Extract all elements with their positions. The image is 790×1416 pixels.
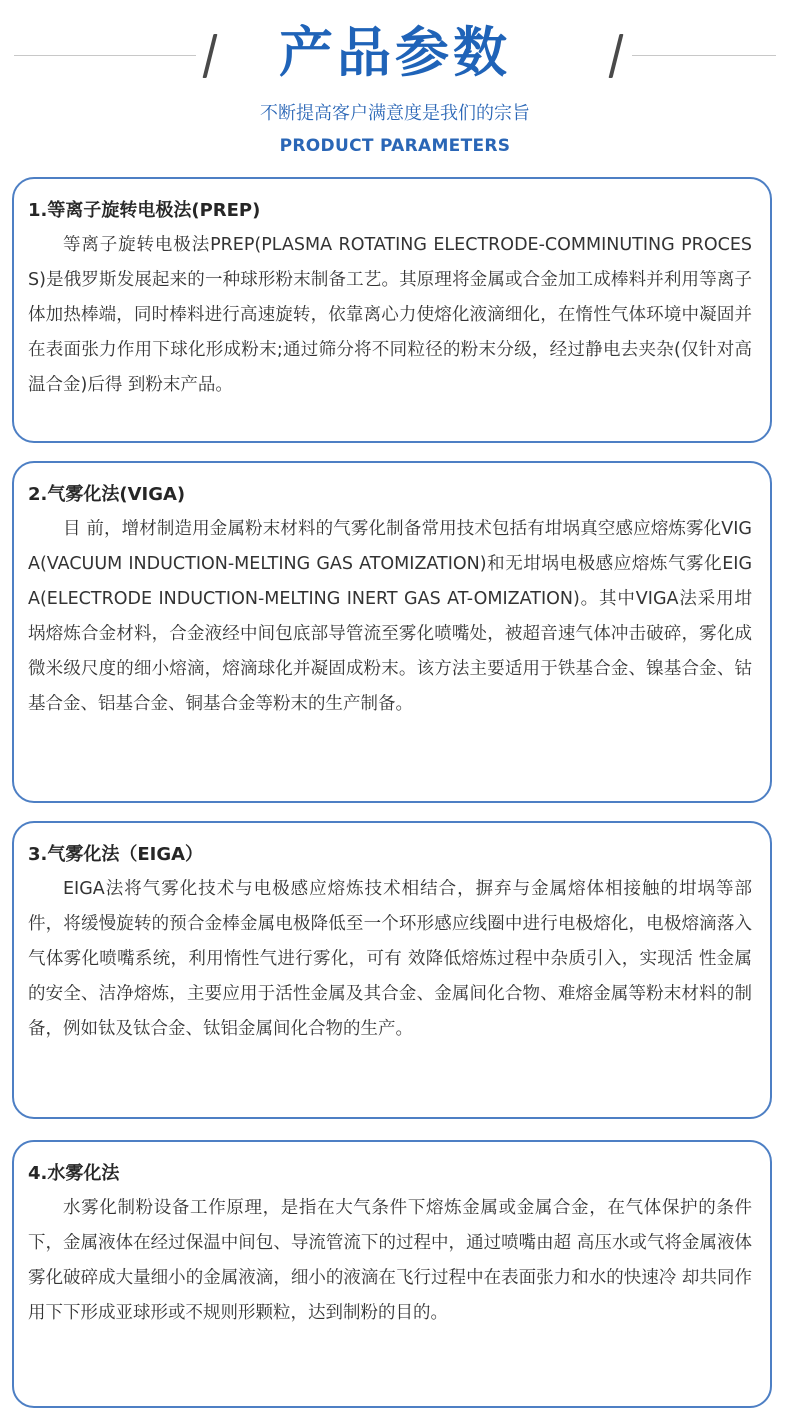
header-divider-right <box>632 55 776 56</box>
section-title: 2.气雾化法(VIGA) <box>28 484 186 505</box>
section-title: 1.等离子旋转电极法(PREP) <box>28 200 261 221</box>
section-card-water-atomization <box>12 1140 772 1408</box>
section-body: 水雾化制粉设备工作原理，是指在大气条件下熔炼金属或金属合金，在气体保护的条件下，金属液体在经过保温中间包、导流管流下的过程中，通过喷嘴由超 高压水或气将金属液体雾化破碎成大量细小的金属液滴，细小的液滴在飞行过程中在表面张力和水的快速冷 却共同作用下下形成亚球形或不规则形颗粒，达到制粉的目的。 <box>28 1198 752 1323</box>
section-card-viga <box>12 461 772 803</box>
section-card-eiga <box>12 821 772 1119</box>
section-card-prep <box>12 177 772 443</box>
section-body: 目 前，增材制造用金属粉末材料的气雾化制备常用技术包括有坩埚真空感应熔炼雾化VIGA(VACUUM INDUCTION-MELTING GAS ATOMIZATION)和无坩埚电极感应熔炼气雾化EIGA(ELECTRODE INDUCTION-MELTING INERT GAS AT-OMIZATION)。其中VIGA法采用坩埚熔炼合金材料，合金液经中间包底部导管流至雾化喷嘴处，被超音速气体冲击破碎，雾化成微米级尺度的细小熔滴，熔滴球化并凝固成粉末。该方法主要适用于铁基合金、镍基合金、钴基合金、铝基合金、铜基合金等粉末的生产制备。 <box>28 519 752 714</box>
page-subtitle-chinese: 不断提高客户满意度是我们的宗旨 <box>260 103 530 124</box>
section-title: 4.水雾化法 <box>28 1163 120 1184</box>
section-title: 3.气雾化法（EIGA） <box>28 844 204 865</box>
page-header <box>0 0 790 170</box>
page-subtitle-english: PRODUCT PARAMETERS <box>279 136 511 156</box>
section-body: EIGA法将气雾化技术与电极感应熔炼技术相结合，摒弃与金属熔体相接触的坩埚等部件，将缓慢旋转的预合金棒金属电极降低至一个环形感应线圈中进行电极熔化，电极熔滴落入气体雾化喷嘴系统，利用惰性气进行雾化，可有 效降低熔炼过程中杂质引入，实现活 性金属的安全、洁净熔炼，主要应用于活性金属及其合金、金属间化合物、难熔金属等粉末材料的制备，例如钛及钛合金、钛铝金属间化合物的生产。 <box>28 879 752 1039</box>
section-body: 等离子旋转电极法PREP(PLASMA ROTATING ELECTRODE-COMMINUTING PROCESS)是俄罗斯发展起来的一种球形粉末制备工艺。其原理将金属或合金加工成棒料并利用等离子体加热棒端，同时棒料进行高速旋转，依靠离心力使熔化液滴细化，在惰性气体环境中凝固并在表面张力作用下球化形成粉末;通过筛分将不同粒径的粉末分级，经过静电去夹杂(仅针对高温合金)后得 到粉末产品。 <box>28 235 752 395</box>
page-title: 产品参数 <box>279 21 511 84</box>
